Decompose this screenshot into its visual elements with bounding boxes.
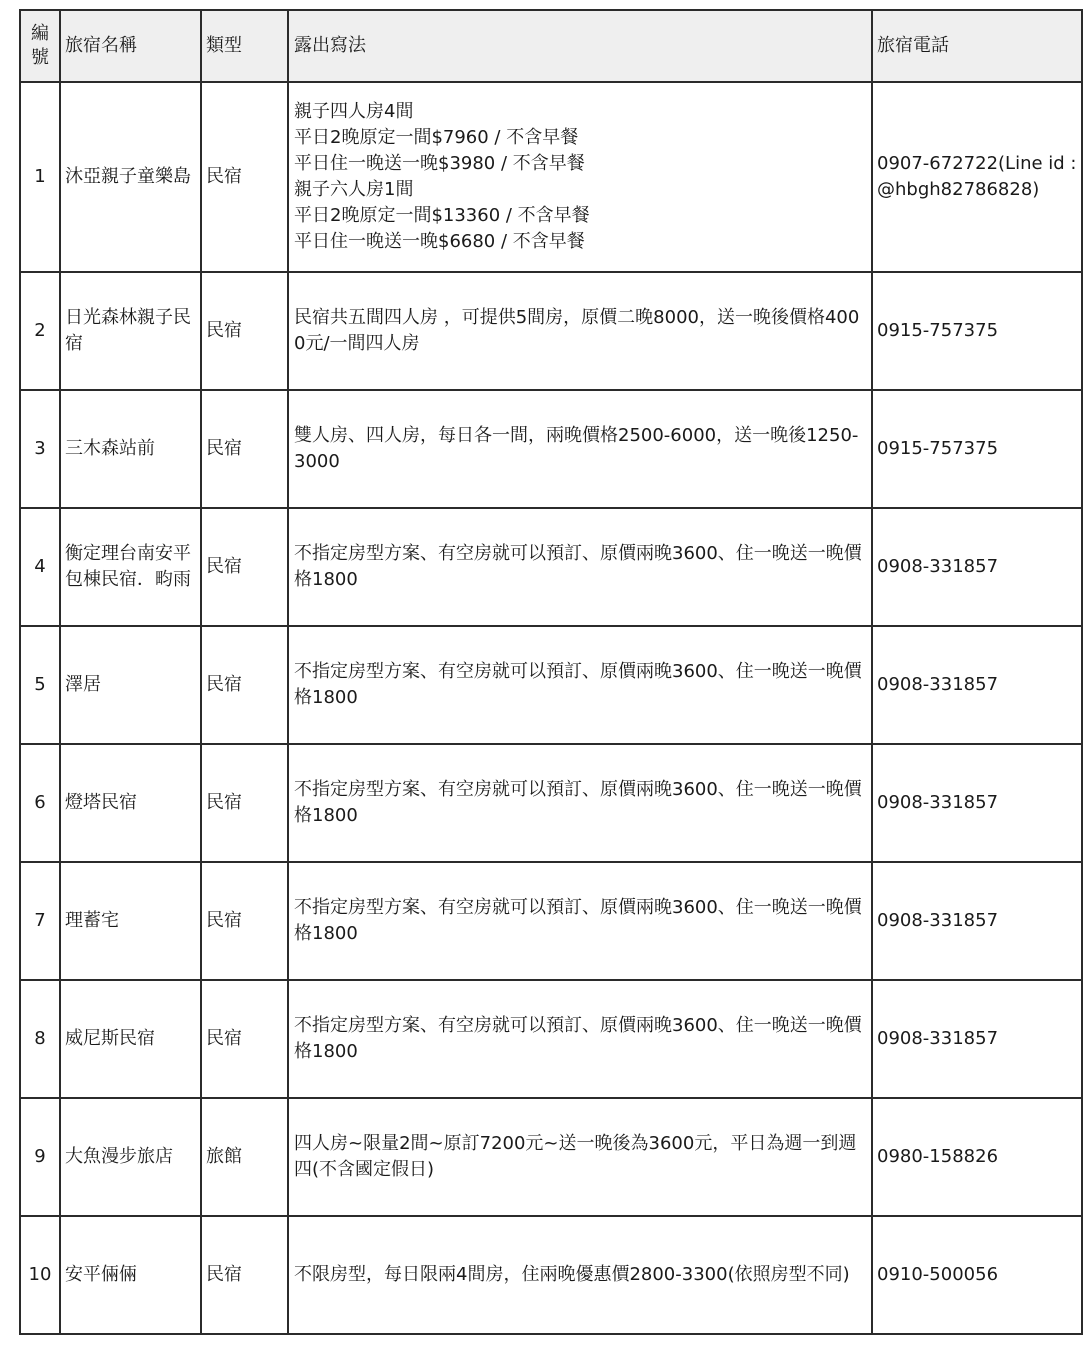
header-no-label: 編號 bbox=[31, 23, 49, 68]
cell-no: 1 bbox=[20, 82, 60, 272]
description-line: 不限房型，每日限兩4間房，住兩晚優惠價2800-3300(依照房型不同) bbox=[294, 1264, 850, 1285]
cell-name: 沐亞親子童樂島 bbox=[60, 82, 201, 272]
cell-type: 旅館 bbox=[201, 1098, 288, 1216]
cell-phone: 0915-757375 bbox=[872, 390, 1082, 508]
description-line: 不指定房型方案、有空房就可以預訂、原價兩晚3600、住一晚送一晚價格1800 bbox=[294, 1015, 862, 1062]
description-lines bbox=[294, 895, 869, 947]
table-row bbox=[20, 508, 1082, 626]
cell-name: 大魚漫步旅店 bbox=[60, 1098, 201, 1216]
description-lines bbox=[294, 99, 869, 255]
description-line: 不指定房型方案、有空房就可以預訂、原價兩晚3600、住一晚送一晚價格1800 bbox=[294, 779, 862, 826]
cell-description bbox=[288, 980, 872, 1098]
table-row bbox=[20, 82, 1082, 272]
cell-phone: 0907-672722(Line id : @hbgh82786828) bbox=[872, 82, 1082, 272]
description-line: 不指定房型方案、有空房就可以預訂、原價兩晚3600、住一晚送一晚價格1800 bbox=[294, 661, 862, 708]
table-row bbox=[20, 626, 1082, 744]
header-description: 露出寫法 bbox=[288, 10, 872, 82]
table-body bbox=[20, 82, 1082, 1334]
description-line: 親子六人房1間 bbox=[294, 179, 414, 200]
cell-description bbox=[288, 508, 872, 626]
cell-type: 民宿 bbox=[201, 82, 288, 272]
description-line: 不指定房型方案、有空房就可以預訂、原價兩晚3600、住一晚送一晚價格1800 bbox=[294, 897, 862, 944]
header-name: 旅宿名稱 bbox=[60, 10, 201, 82]
cell-name: 威尼斯民宿 bbox=[60, 980, 201, 1098]
description-line: 平日住一晚送一晚$3980 / 不含早餐 bbox=[294, 153, 585, 174]
lodging-table-container bbox=[19, 9, 1083, 1335]
cell-no: 5 bbox=[20, 626, 60, 744]
cell-description bbox=[288, 390, 872, 508]
cell-description bbox=[288, 272, 872, 390]
header-no bbox=[20, 10, 60, 82]
description-line: 親子四人房4間 bbox=[294, 101, 414, 122]
header-type: 類型 bbox=[201, 10, 288, 82]
cell-phone: 0908-331857 bbox=[872, 744, 1082, 862]
description-lines bbox=[294, 1131, 869, 1183]
cell-no: 3 bbox=[20, 390, 60, 508]
description-lines bbox=[294, 1013, 869, 1065]
cell-no: 6 bbox=[20, 744, 60, 862]
cell-phone: 0908-331857 bbox=[872, 508, 1082, 626]
cell-description bbox=[288, 1098, 872, 1216]
description-lines bbox=[294, 541, 869, 593]
cell-type: 民宿 bbox=[201, 744, 288, 862]
cell-phone: 0908-331857 bbox=[872, 980, 1082, 1098]
cell-name: 安平倆倆 bbox=[60, 1216, 201, 1334]
cell-type: 民宿 bbox=[201, 862, 288, 980]
cell-no: 4 bbox=[20, 508, 60, 626]
cell-no: 2 bbox=[20, 272, 60, 390]
description-line: 平日2晚原定一間$7960 / 不含早餐 bbox=[294, 127, 579, 148]
description-line: 平日住一晚送一晚$6680 / 不含早餐 bbox=[294, 231, 585, 252]
description-lines bbox=[294, 1262, 869, 1288]
cell-description bbox=[288, 82, 872, 272]
cell-type: 民宿 bbox=[201, 272, 288, 390]
lodging-table bbox=[19, 9, 1083, 1335]
header-row bbox=[20, 10, 1082, 82]
cell-description bbox=[288, 862, 872, 980]
table-row bbox=[20, 980, 1082, 1098]
cell-name: 三木森站前 bbox=[60, 390, 201, 508]
table-row bbox=[20, 1098, 1082, 1216]
table-row bbox=[20, 272, 1082, 390]
description-lines bbox=[294, 659, 869, 711]
cell-type: 民宿 bbox=[201, 390, 288, 508]
description-lines bbox=[294, 423, 869, 475]
cell-type: 民宿 bbox=[201, 626, 288, 744]
description-line: 四人房~限量2間~原訂7200元~送一晚後為3600元，平日為週一到週四(不含國定假日) bbox=[294, 1133, 857, 1180]
cell-type: 民宿 bbox=[201, 980, 288, 1098]
table-row bbox=[20, 862, 1082, 980]
description-line: 不指定房型方案、有空房就可以預訂、原價兩晚3600、住一晚送一晚價格1800 bbox=[294, 543, 862, 590]
cell-no: 7 bbox=[20, 862, 60, 980]
description-line: 民宿共五間四人房 ，可提供5間房，原價二晚8000，送一晚後價格4000元/一間四人房 bbox=[294, 307, 860, 354]
table-row bbox=[20, 744, 1082, 862]
description-line: 雙人房、四人房，每日各一間，兩晚價格2500-6000，送一晚後1250-3000 bbox=[294, 425, 859, 472]
cell-type: 民宿 bbox=[201, 1216, 288, 1334]
description-line: 平日2晚原定一間$13360 / 不含早餐 bbox=[294, 205, 590, 226]
cell-phone: 0908-331857 bbox=[872, 626, 1082, 744]
cell-no: 8 bbox=[20, 980, 60, 1098]
table-row bbox=[20, 1216, 1082, 1334]
cell-description bbox=[288, 1216, 872, 1334]
cell-description bbox=[288, 744, 872, 862]
table-row bbox=[20, 390, 1082, 508]
cell-no: 9 bbox=[20, 1098, 60, 1216]
cell-name: 燈塔民宿 bbox=[60, 744, 201, 862]
description-lines bbox=[294, 305, 869, 357]
cell-type: 民宿 bbox=[201, 508, 288, 626]
header-phone: 旅宿電話 bbox=[872, 10, 1082, 82]
cell-phone: 0910-500056 bbox=[872, 1216, 1082, 1334]
cell-description bbox=[288, 626, 872, 744]
cell-name: 日光森林親子民宿 bbox=[60, 272, 201, 390]
cell-name: 衡定理台南安平包棟民宿．畇雨 bbox=[60, 508, 201, 626]
cell-phone: 0908-331857 bbox=[872, 862, 1082, 980]
cell-phone: 0980-158826 bbox=[872, 1098, 1082, 1216]
cell-name: 澤居 bbox=[60, 626, 201, 744]
cell-name: 理蓄宅 bbox=[60, 862, 201, 980]
description-lines bbox=[294, 777, 869, 829]
table-header bbox=[20, 10, 1082, 82]
cell-no: 10 bbox=[20, 1216, 60, 1334]
cell-phone: 0915-757375 bbox=[872, 272, 1082, 390]
